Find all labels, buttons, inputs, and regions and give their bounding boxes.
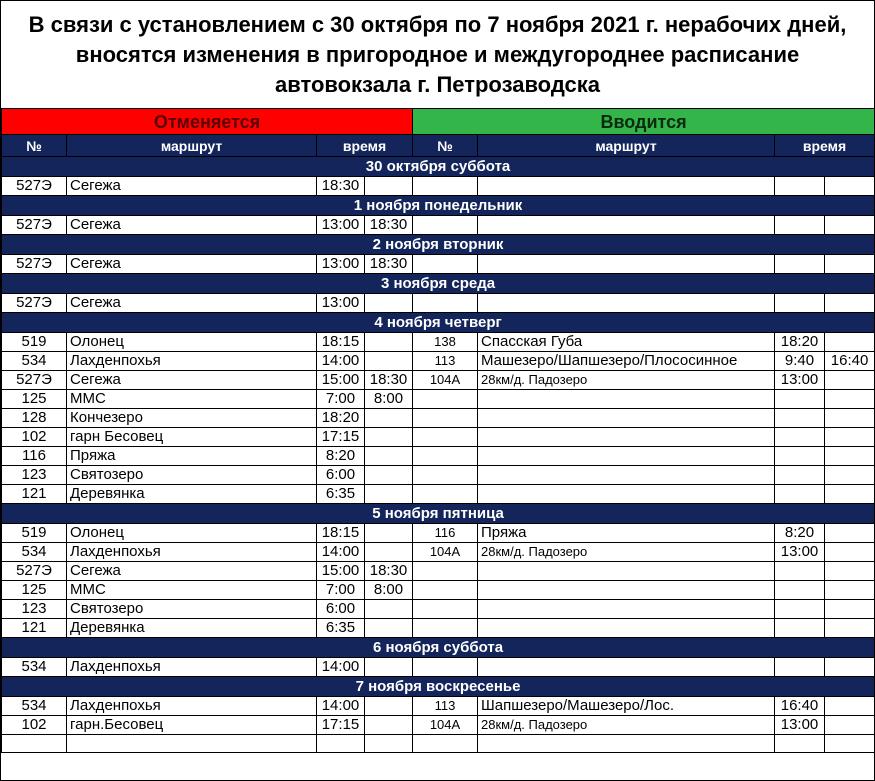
table-row — [2, 352, 875, 371]
cancelled-route-number: 534 — [2, 658, 67, 677]
introduced-departure-time-1 — [775, 447, 825, 466]
day-label: 3 ноября среда — [2, 274, 875, 294]
introduced-departure-time-1 — [775, 735, 825, 753]
cancelled-departure-time-2 — [365, 658, 413, 677]
introduced-departure-time-2 — [825, 409, 875, 428]
introduced-departure-time-1 — [775, 409, 825, 428]
introduced-departure-time-2 — [825, 562, 875, 581]
introduced-route-name — [478, 255, 775, 274]
cancelled-departure-time-2 — [365, 524, 413, 543]
cancelled-route-number: 527Э — [2, 177, 67, 196]
table-row — [2, 735, 875, 753]
cancelled-route-name: Деревянка — [67, 485, 317, 504]
introduced-departure-time-1 — [775, 658, 825, 677]
introduced-route-name — [478, 562, 775, 581]
introduced-departure-time-1: 13:00 — [775, 371, 825, 390]
cancelled-departure-time-1: 14:00 — [317, 543, 365, 562]
introduced-departure-time-2 — [825, 466, 875, 485]
cancelled-route-number: 519 — [2, 524, 67, 543]
cancelled-route-name: Сегежа — [67, 562, 317, 581]
introduced-departure-time-1 — [775, 177, 825, 196]
introduced-departure-time-2 — [825, 600, 875, 619]
introduced-departure-time-2 — [825, 581, 875, 600]
table-row — [2, 697, 875, 716]
cancelled-departure-time-2 — [365, 352, 413, 371]
introduced-route-name: Пряжа — [478, 524, 775, 543]
table-row — [2, 371, 875, 390]
cancelled-route-number: 116 — [2, 447, 67, 466]
introduced-route-number — [413, 177, 478, 196]
introduced-departure-time-2 — [825, 390, 875, 409]
table-row — [2, 485, 875, 504]
cancelled-departure-time-1: 18:20 — [317, 409, 365, 428]
introduced-route-number — [413, 409, 478, 428]
cancelled-route-name: ММС — [67, 390, 317, 409]
introduced-route-number — [413, 581, 478, 600]
cancelled-departure-time-1: 14:00 — [317, 658, 365, 677]
introduced-route-number — [413, 600, 478, 619]
introduced-departure-time-2 — [825, 716, 875, 735]
day-label: 1 ноября понедельник — [2, 196, 875, 216]
introduced-departure-time-2 — [825, 735, 875, 753]
cancelled-route-number: 128 — [2, 409, 67, 428]
cancelled-route-name: Лахденпохья — [67, 658, 317, 677]
introduced-route-number: 138 — [413, 333, 478, 352]
introduced-route-number — [413, 447, 478, 466]
introduced-route-name: 28км/д. Падозеро — [478, 371, 775, 390]
table-row — [2, 581, 875, 600]
cancelled-departure-time-1: 17:15 — [317, 716, 365, 735]
introduced-departure-time-2 — [825, 177, 875, 196]
introduced-departure-time-2 — [825, 428, 875, 447]
cancelled-route-number — [2, 735, 67, 753]
cancelled-departure-time-1: 6:00 — [317, 600, 365, 619]
cancelled-departure-time-1: 13:00 — [317, 255, 365, 274]
table-row — [2, 333, 875, 352]
cancelled-route-number: 527Э — [2, 294, 67, 313]
introduced-route-name — [478, 390, 775, 409]
introduced-route-name — [478, 658, 775, 677]
cancelled-route-name — [67, 735, 317, 753]
introduced-departure-time-2 — [825, 333, 875, 352]
day-header-row — [2, 504, 875, 524]
table-row — [2, 216, 875, 235]
cancelled-route-name: Сегежа — [67, 216, 317, 235]
introduced-route-name: Спасская Губа — [478, 333, 775, 352]
introduced-route-name — [478, 447, 775, 466]
introduced-route-name — [478, 581, 775, 600]
cancelled-route-number: 125 — [2, 581, 67, 600]
introduced-departure-time-1 — [775, 485, 825, 504]
introduced-route-name — [478, 466, 775, 485]
introduced-route-number: 113 — [413, 697, 478, 716]
cancelled-route-name: Святозеро — [67, 466, 317, 485]
cancelled-route-number: 121 — [2, 619, 67, 638]
cancelled-departure-time-2: 18:30 — [365, 562, 413, 581]
introduced-departure-time-1 — [775, 255, 825, 274]
cancelled-departure-time-1: 17:15 — [317, 428, 365, 447]
introduced-route-number: 113 — [413, 352, 478, 371]
cancelled-section-title: Отменяется — [2, 109, 413, 135]
cancelled-departure-time-1: 8:20 — [317, 447, 365, 466]
cancelled-departure-time-2: 8:00 — [365, 581, 413, 600]
cancelled-departure-time-2 — [365, 600, 413, 619]
introduced-departure-time-2 — [825, 294, 875, 313]
introduced-route-number — [413, 216, 478, 235]
col-header-num: № — [2, 135, 67, 157]
cancelled-departure-time-1: 14:00 — [317, 697, 365, 716]
cancelled-departure-time-2 — [365, 409, 413, 428]
introduced-departure-time-1: 13:00 — [775, 716, 825, 735]
cancelled-departure-time-2 — [365, 447, 413, 466]
introduced-route-number — [413, 255, 478, 274]
cancelled-route-name: Лахденпохья — [67, 697, 317, 716]
introduced-route-number — [413, 562, 478, 581]
introduced-departure-time-2 — [825, 543, 875, 562]
cancelled-departure-time-2: 18:30 — [365, 216, 413, 235]
introduced-route-name: Шапшезеро/Машезеро/Лос. — [478, 697, 775, 716]
cancelled-departure-time-2 — [365, 735, 413, 753]
cancelled-route-number: 527Э — [2, 562, 67, 581]
table-row — [2, 447, 875, 466]
introduced-route-name — [478, 485, 775, 504]
section-header-row — [2, 109, 875, 135]
cancelled-departure-time-2: 18:30 — [365, 255, 413, 274]
table-row — [2, 619, 875, 638]
cancelled-departure-time-1: 6:35 — [317, 619, 365, 638]
col-header-route: маршрут — [478, 135, 775, 157]
cancelled-departure-time-1: 15:00 — [317, 371, 365, 390]
introduced-departure-time-2 — [825, 216, 875, 235]
table-row — [2, 562, 875, 581]
cancelled-departure-time-2 — [365, 697, 413, 716]
cancelled-route-name: гарн.Бесовец — [67, 716, 317, 735]
cancelled-route-number: 534 — [2, 543, 67, 562]
introduced-departure-time-2 — [825, 371, 875, 390]
col-header-time: время — [775, 135, 875, 157]
cancelled-route-name: Святозеро — [67, 600, 317, 619]
cancelled-route-name: Лахденпохья — [67, 543, 317, 562]
table-row — [2, 716, 875, 735]
day-header-row — [2, 157, 875, 177]
cancelled-departure-time-1: 13:00 — [317, 294, 365, 313]
cancelled-route-name: ММС — [67, 581, 317, 600]
cancelled-departure-time-1: 15:00 — [317, 562, 365, 581]
introduced-departure-time-1: 9:40 — [775, 352, 825, 371]
cancelled-departure-time-2: 18:30 — [365, 371, 413, 390]
introduced-departure-time-2 — [825, 447, 875, 466]
introduced-departure-time-1 — [775, 216, 825, 235]
introduced-route-name — [478, 216, 775, 235]
introduced-section-title: Вводится — [413, 109, 875, 135]
cancelled-departure-time-1: 6:35 — [317, 485, 365, 504]
day-label: 6 ноября суббота — [2, 638, 875, 658]
cancelled-route-name: Сегежа — [67, 294, 317, 313]
cancelled-route-number: 527Э — [2, 255, 67, 274]
col-header-num: № — [413, 135, 478, 157]
introduced-route-number: 104А — [413, 543, 478, 562]
introduced-route-name: 28км/д. Падозеро — [478, 716, 775, 735]
cancelled-route-number: 527Э — [2, 216, 67, 235]
cancelled-route-number: 519 — [2, 333, 67, 352]
introduced-route-number — [413, 485, 478, 504]
cancelled-departure-time-1: 18:15 — [317, 524, 365, 543]
introduced-departure-time-1 — [775, 466, 825, 485]
column-header-row — [2, 135, 875, 157]
introduced-departure-time-1 — [775, 600, 825, 619]
introduced-departure-time-1 — [775, 581, 825, 600]
day-header-row — [2, 235, 875, 255]
cancelled-departure-time-2 — [365, 543, 413, 562]
cancelled-route-number: 102 — [2, 428, 67, 447]
introduced-route-number — [413, 658, 478, 677]
cancelled-departure-time-2 — [365, 294, 413, 313]
cancelled-route-name: Пряжа — [67, 447, 317, 466]
cancelled-route-name: Олонец — [67, 333, 317, 352]
introduced-route-number — [413, 428, 478, 447]
table-row — [2, 428, 875, 447]
introduced-route-name: Машезеро/Шапшезеро/Плососинное — [478, 352, 775, 371]
introduced-departure-time-1 — [775, 619, 825, 638]
cancelled-route-name: Лахденпохья — [67, 352, 317, 371]
day-label: 4 ноября четверг — [2, 313, 875, 333]
introduced-departure-time-2 — [825, 697, 875, 716]
introduced-departure-time-1 — [775, 562, 825, 581]
introduced-route-number: 104А — [413, 716, 478, 735]
cancelled-route-number: 123 — [2, 600, 67, 619]
introduced-route-number — [413, 390, 478, 409]
table-row — [2, 390, 875, 409]
cancelled-route-name: Олонец — [67, 524, 317, 543]
day-header-row — [2, 196, 875, 216]
cancelled-route-name: Сегежа — [67, 177, 317, 196]
day-label: 30 октября суббота — [2, 157, 875, 177]
cancelled-departure-time-2 — [365, 619, 413, 638]
cancelled-route-name: Деревянка — [67, 619, 317, 638]
table-row — [2, 255, 875, 274]
day-header-row — [2, 677, 875, 697]
introduced-departure-time-1 — [775, 390, 825, 409]
day-label: 5 ноября пятница — [2, 504, 875, 524]
cancelled-departure-time-1 — [317, 735, 365, 753]
col-header-time: время — [317, 135, 413, 157]
cancelled-departure-time-1: 18:30 — [317, 177, 365, 196]
cancelled-route-number: 123 — [2, 466, 67, 485]
cancelled-departure-time-2 — [365, 485, 413, 504]
introduced-departure-time-1: 18:20 — [775, 333, 825, 352]
cancelled-route-number: 102 — [2, 716, 67, 735]
schedule-table — [1, 108, 875, 753]
cancelled-departure-time-2 — [365, 428, 413, 447]
cancelled-route-number: 121 — [2, 485, 67, 504]
introduced-route-number — [413, 466, 478, 485]
cancelled-departure-time-2: 8:00 — [365, 390, 413, 409]
cancelled-departure-time-1: 7:00 — [317, 581, 365, 600]
introduced-route-name — [478, 409, 775, 428]
cancelled-departure-time-1: 14:00 — [317, 352, 365, 371]
introduced-route-number: 116 — [413, 524, 478, 543]
cancelled-route-number: 534 — [2, 352, 67, 371]
day-label: 7 ноября воскресенье — [2, 677, 875, 697]
introduced-route-number: 104А — [413, 371, 478, 390]
table-row — [2, 543, 875, 562]
cancelled-departure-time-2 — [365, 466, 413, 485]
introduced-route-name — [478, 428, 775, 447]
day-header-row — [2, 274, 875, 294]
introduced-route-number — [413, 294, 478, 313]
table-row — [2, 294, 875, 313]
cancelled-departure-time-2 — [365, 177, 413, 196]
table-row — [2, 466, 875, 485]
introduced-route-name — [478, 294, 775, 313]
table-row — [2, 600, 875, 619]
introduced-route-name — [478, 619, 775, 638]
day-header-row — [2, 638, 875, 658]
introduced-departure-time-1 — [775, 428, 825, 447]
cancelled-departure-time-1: 13:00 — [317, 216, 365, 235]
table-row — [2, 409, 875, 428]
introduced-route-number — [413, 735, 478, 753]
col-header-route: маршрут — [67, 135, 317, 157]
cancelled-route-name: Сегежа — [67, 371, 317, 390]
introduced-departure-time-2 — [825, 658, 875, 677]
page-title: В связи с установлением с 30 октября по 7 ноября 2021 г. нерабочих дней, вносятся изменения в пригородное и междугороднее расписание автовокзала г. Петрозаводска — [28, 11, 847, 97]
introduced-route-name — [478, 735, 775, 753]
introduced-departure-time-2: 16:40 — [825, 352, 875, 371]
introduced-departure-time-1: 16:40 — [775, 697, 825, 716]
introduced-departure-time-1: 13:00 — [775, 543, 825, 562]
day-label: 2 ноября вторник — [2, 235, 875, 255]
table-row — [2, 177, 875, 196]
cancelled-departure-time-2 — [365, 716, 413, 735]
introduced-departure-time-2 — [825, 485, 875, 504]
cancelled-departure-time-1: 6:00 — [317, 466, 365, 485]
introduced-route-number — [413, 619, 478, 638]
cancelled-departure-time-1: 18:15 — [317, 333, 365, 352]
introduced-departure-time-2 — [825, 619, 875, 638]
introduced-departure-time-2 — [825, 255, 875, 274]
cancelled-route-name: Сегежа — [67, 255, 317, 274]
table-row — [2, 524, 875, 543]
cancelled-departure-time-1: 7:00 — [317, 390, 365, 409]
cancelled-route-name: гарн Бесовец — [67, 428, 317, 447]
table-row — [2, 658, 875, 677]
cancelled-route-number: 527Э — [2, 371, 67, 390]
introduced-departure-time-1 — [775, 294, 825, 313]
cancelled-route-number: 125 — [2, 390, 67, 409]
introduced-departure-time-2 — [825, 524, 875, 543]
introduced-departure-time-1: 8:20 — [775, 524, 825, 543]
introduced-route-name: 28км/д. Падозеро — [478, 543, 775, 562]
introduced-route-name — [478, 600, 775, 619]
cancelled-route-name: Кончезеро — [67, 409, 317, 428]
introduced-route-name — [478, 177, 775, 196]
cancelled-route-number: 534 — [2, 697, 67, 716]
cancelled-departure-time-2 — [365, 333, 413, 352]
day-header-row — [2, 313, 875, 333]
